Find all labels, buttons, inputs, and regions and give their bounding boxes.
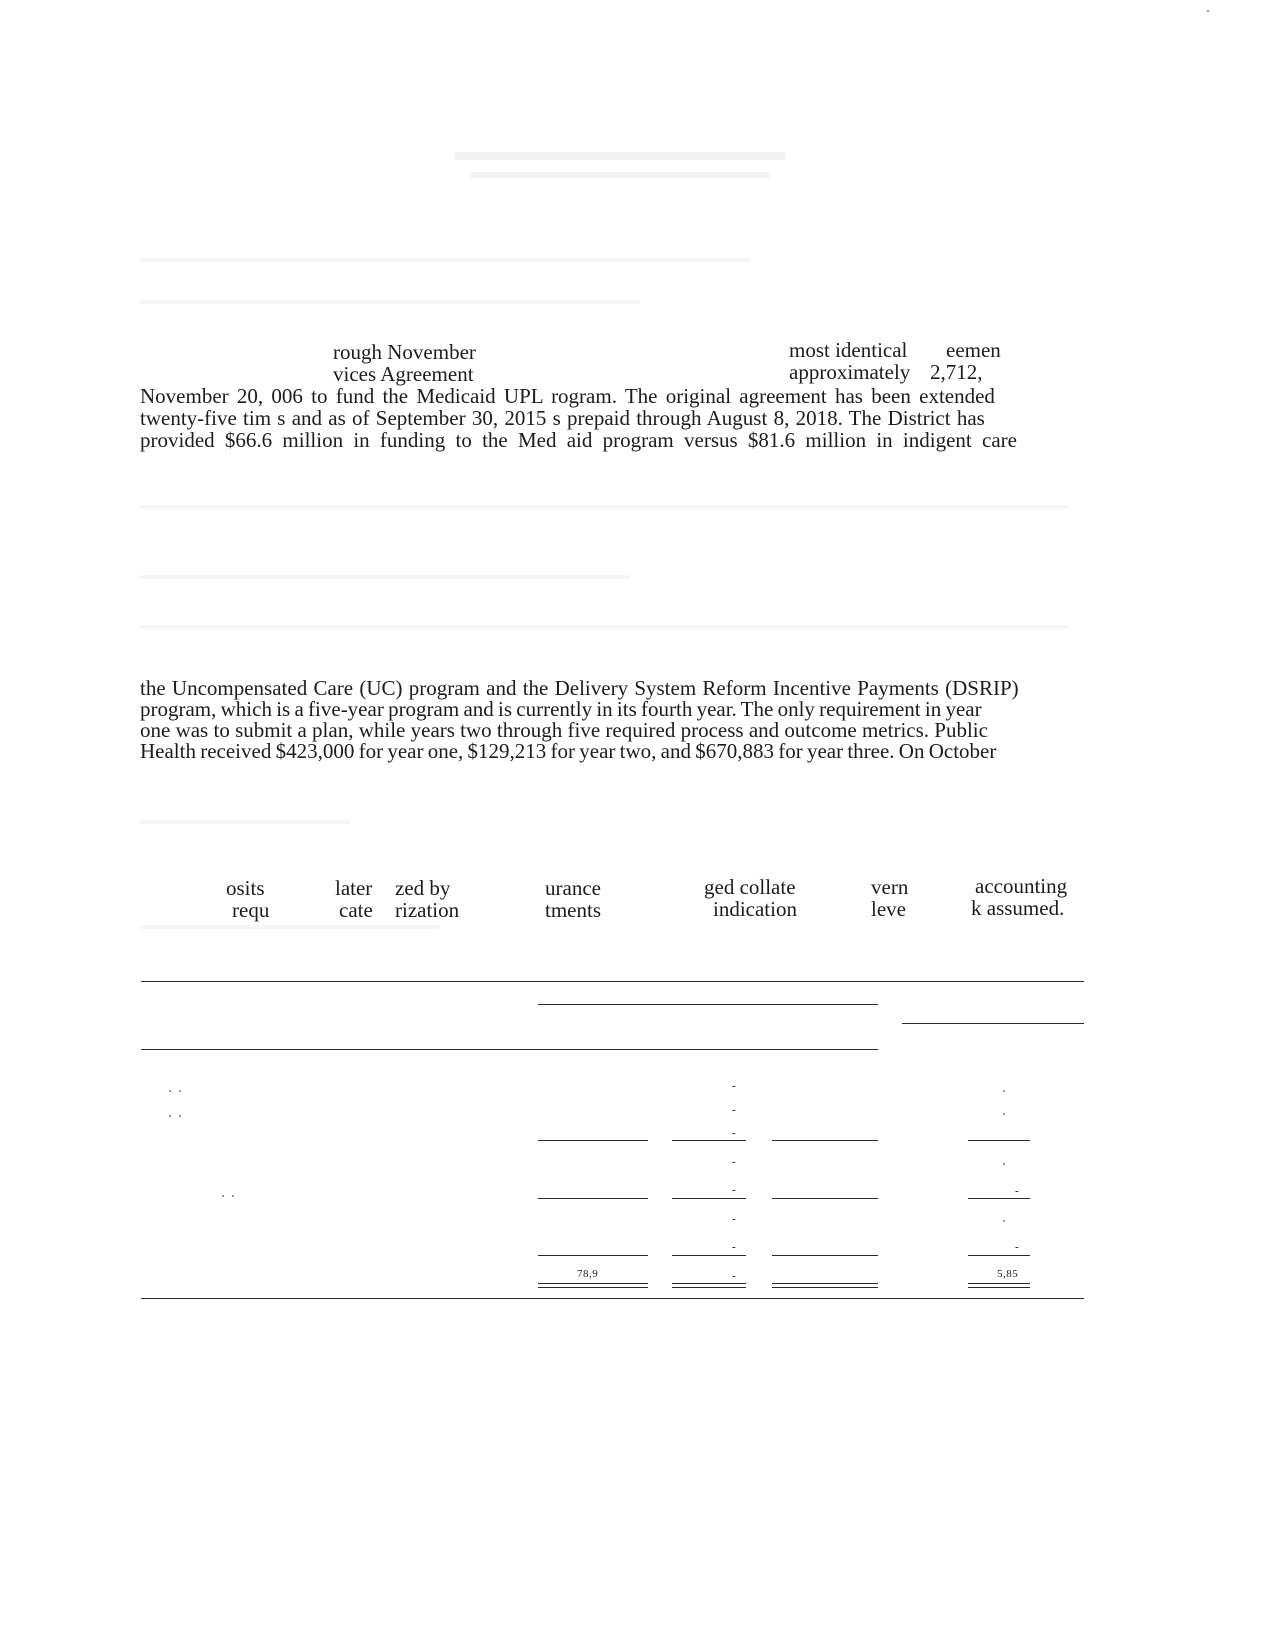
zero-dash: - (732, 1213, 737, 1225)
faded-line (140, 625, 1070, 629)
total-double-rule (968, 1283, 1030, 1288)
total-value-left: 78,9 (577, 1268, 599, 1280)
subtotal-rule (538, 1198, 648, 1199)
scan-speck (232, 1195, 234, 1197)
subtotal-rule (672, 1198, 746, 1199)
faded-line (140, 258, 750, 262)
fragment-col4-b: tments (545, 898, 601, 922)
subtotal-rule (672, 1255, 746, 1256)
table-header-rule-right (902, 1023, 1084, 1024)
subtotal-rule (672, 1140, 746, 1141)
subtotal-rule (772, 1255, 878, 1256)
fragment-col1-b: requ (232, 898, 270, 922)
subtotal-rule (968, 1198, 1030, 1199)
fragment-col1-a: osits (226, 876, 265, 900)
fragment-col7-b: k assumed. (971, 896, 1065, 920)
table-top-rule (141, 981, 1084, 982)
faded-line (140, 575, 630, 579)
para1-line5: provided $66.6 million in funding to the Med aid program versus $81.6 million in indigent care (140, 428, 1017, 452)
para2-line3: one was to submit a plan, while years two through five required process and outcome metrics. Public (140, 718, 988, 742)
para2-line2: program, which is a five-year program and is currently in its fourth year. The only requirement in year (140, 697, 982, 721)
subtotal-rule (538, 1255, 648, 1256)
subtotal-rule (772, 1140, 878, 1141)
para1-line1-right-a: most identical (789, 338, 908, 362)
scan-speck (222, 1195, 224, 1197)
para2-line1: the Uncompensated Care (UC) program and the Delivery System Reform Incentive Payments (DSRIP) (140, 676, 1019, 700)
fragment-col2-a: later (335, 876, 373, 900)
para1-line4: twenty-five tim s and as of September 30, 2015 s prepaid through August 8, 2018. The District has (140, 406, 985, 430)
scan-speck (169, 1115, 171, 1117)
fragment-col4-a: urance (545, 876, 601, 900)
table-header-rule (538, 1004, 878, 1005)
fragment-col6-a: vern (871, 875, 909, 899)
zero-dash: - (732, 1080, 737, 1092)
subtotal-rule (772, 1198, 878, 1199)
scan-speck (179, 1090, 181, 1092)
scan-speck (179, 1115, 181, 1117)
scan-speck (1003, 1113, 1005, 1115)
faded-line (140, 820, 350, 824)
faded-line (140, 925, 440, 929)
faded-line (140, 505, 1070, 509)
faded-line (140, 300, 640, 304)
scan-speck (1003, 1090, 1005, 1092)
fragment-col5-a: ged collate (704, 875, 796, 899)
fragment-col3-a: zed by (395, 876, 451, 900)
total-double-rule (772, 1283, 878, 1288)
scan-speck (1207, 10, 1209, 12)
para1-line2-right-a: approximately (789, 360, 911, 384)
zero-dash: - (732, 1270, 737, 1282)
subtotal-rule (538, 1140, 648, 1141)
para1-line2-left: vices Agreement (333, 362, 474, 386)
zero-dash: - (1015, 1185, 1020, 1197)
para2-line4: Health received $423,000 for year one, $129,213 for year two, and $670,883 for year three. On October (140, 739, 997, 763)
fragment-col3-b: rization (395, 898, 460, 922)
zero-dash: - (1015, 1241, 1020, 1253)
total-value-right: 5,85 (997, 1268, 1019, 1280)
fragment-col5-b: indication (713, 897, 797, 921)
table-header-bottom-rule (141, 1049, 878, 1050)
zero-dash: - (732, 1127, 737, 1139)
subtotal-rule (968, 1140, 1030, 1141)
fragment-col6-b: leve (871, 897, 906, 921)
para1-line3: November 20, 006 to fund the Medicaid UPL rogram. The original agreement has been extended (140, 384, 995, 408)
table-bottom-rule (141, 1298, 1084, 1299)
fragment-col7-a: accounting (975, 874, 1068, 898)
para1-line1-right-b: eemen (946, 338, 1001, 362)
zero-dash: - (732, 1156, 737, 1168)
scan-speck (1003, 1220, 1005, 1222)
zero-dash: - (732, 1241, 737, 1253)
fragment-col2-b: cate (339, 898, 373, 922)
total-double-rule (672, 1283, 746, 1288)
para1-line2-right-b: 2,712, (930, 360, 983, 384)
subtotal-rule (968, 1255, 1030, 1256)
scan-speck (1003, 1163, 1005, 1165)
faded-heading (470, 172, 770, 178)
faded-heading (455, 152, 785, 160)
zero-dash: - (732, 1184, 737, 1196)
zero-dash: - (732, 1104, 737, 1116)
scan-speck (169, 1090, 171, 1092)
para1-line1-left: rough November (333, 340, 476, 364)
total-double-rule (538, 1283, 648, 1288)
